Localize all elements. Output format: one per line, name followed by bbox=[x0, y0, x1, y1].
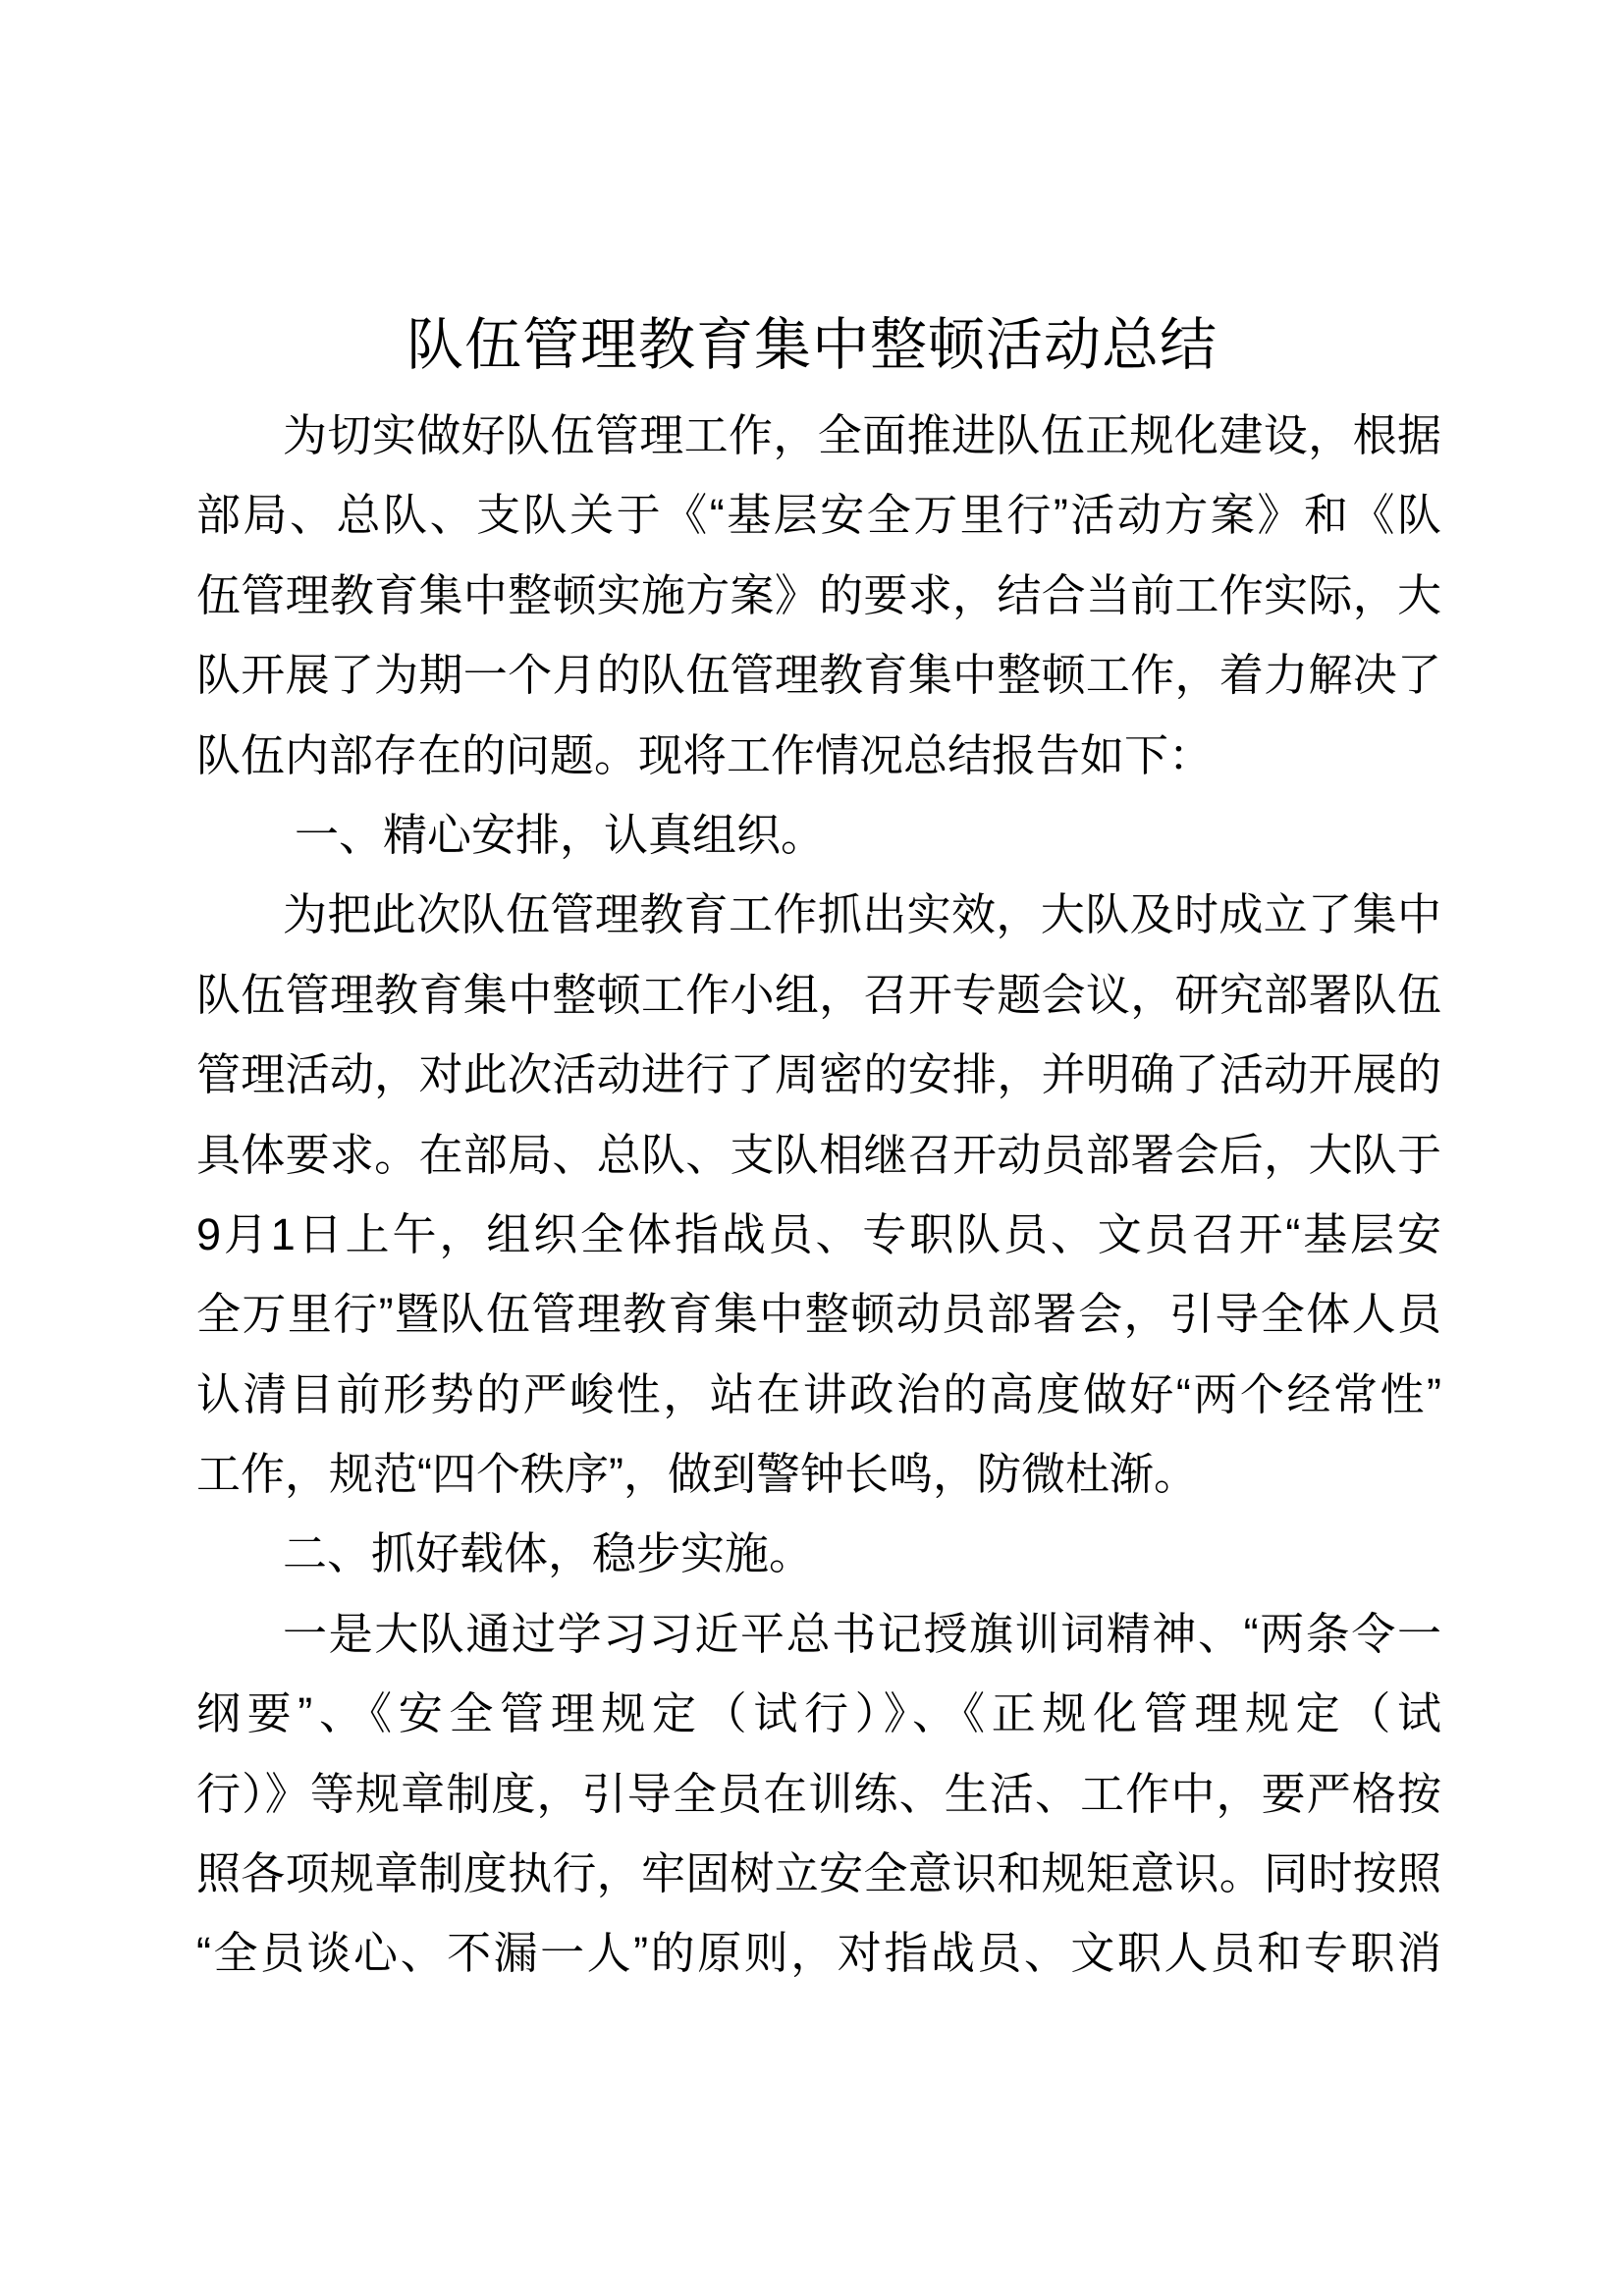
paragraph-line: 行）》等规章制度，引导全员在训练、生活、工作中，要严格按 bbox=[196, 1768, 1441, 1819]
paragraph-line: 照各项规章制度执行，牢固树立安全意识和规矩意识。同时按照 bbox=[196, 1848, 1441, 1899]
document-body bbox=[196, 396, 1441, 1994]
paragraph-line: 一是大队通过学习习近平总书记授旗训词精神、“两条令一 bbox=[283, 1608, 1441, 1659]
paragraph-line: 全万里行”暨队伍管理教育集中整顿动员部署会，引导全体人员 bbox=[196, 1289, 1441, 1340]
paragraph-line: 队伍管理教育集中整顿工作小组，召开专题会议，研究部署队伍 bbox=[196, 969, 1441, 1020]
document-title: 队伍管理教育集中整顿活动总结 bbox=[406, 313, 1218, 377]
paragraph-line: 9月1日上午，组织全体指战员、专职队员、文员召开“基层安 bbox=[196, 1208, 1441, 1259]
paragraph-line: 具体要求。在部局、总队、支队相继召开动员部署会后，大队于 bbox=[196, 1129, 1441, 1180]
paragraph-line: 纲要”、《安全管理规定（试行）》、《正规化管理规定（试 bbox=[196, 1688, 1441, 1739]
paragraph-line: 伍管理教育集中整顿实施方案》的要求，结合当前工作实际，大 bbox=[196, 569, 1441, 620]
paragraph-line: 队伍内部存在的问题。现将工作情况总结报告如下： bbox=[196, 729, 1214, 780]
paragraph-line: 认清目前形势的严峻性，站在讲政治的高度做好“两个经常性” bbox=[196, 1368, 1441, 1419]
paragraph-line: “全员谈心、不漏一人”的原则，对指战员、文职人员和专职消 bbox=[196, 1928, 1441, 1979]
paragraph-line: 为把此次队伍管理教育工作抓出实效，大队及时成立了集中 bbox=[283, 889, 1441, 940]
section-heading-1: 一、精心安排，认真组织。 bbox=[295, 809, 826, 860]
paragraph-line: 部局、总队、支队关于《“基层安全万里行”活动方案》和《队 bbox=[196, 490, 1441, 541]
paragraph-line: 队开展了为期一个月的队伍管理教育集中整顿工作，着力解决了 bbox=[196, 650, 1441, 701]
section-heading-2: 二、抓好载体，稳步实施。 bbox=[283, 1528, 814, 1579]
paragraph-line: 为切实做好队伍管理工作，全面推进队伍正规化建设，根据 bbox=[283, 410, 1441, 460]
paragraph-line: 管理活动，对此次活动进行了周密的安排，并明确了活动开展的 bbox=[196, 1049, 1441, 1100]
paragraph-line: 工作，规范“四个秩序”，做到警钟长鸣，防微杜渐。 bbox=[196, 1449, 1198, 1500]
